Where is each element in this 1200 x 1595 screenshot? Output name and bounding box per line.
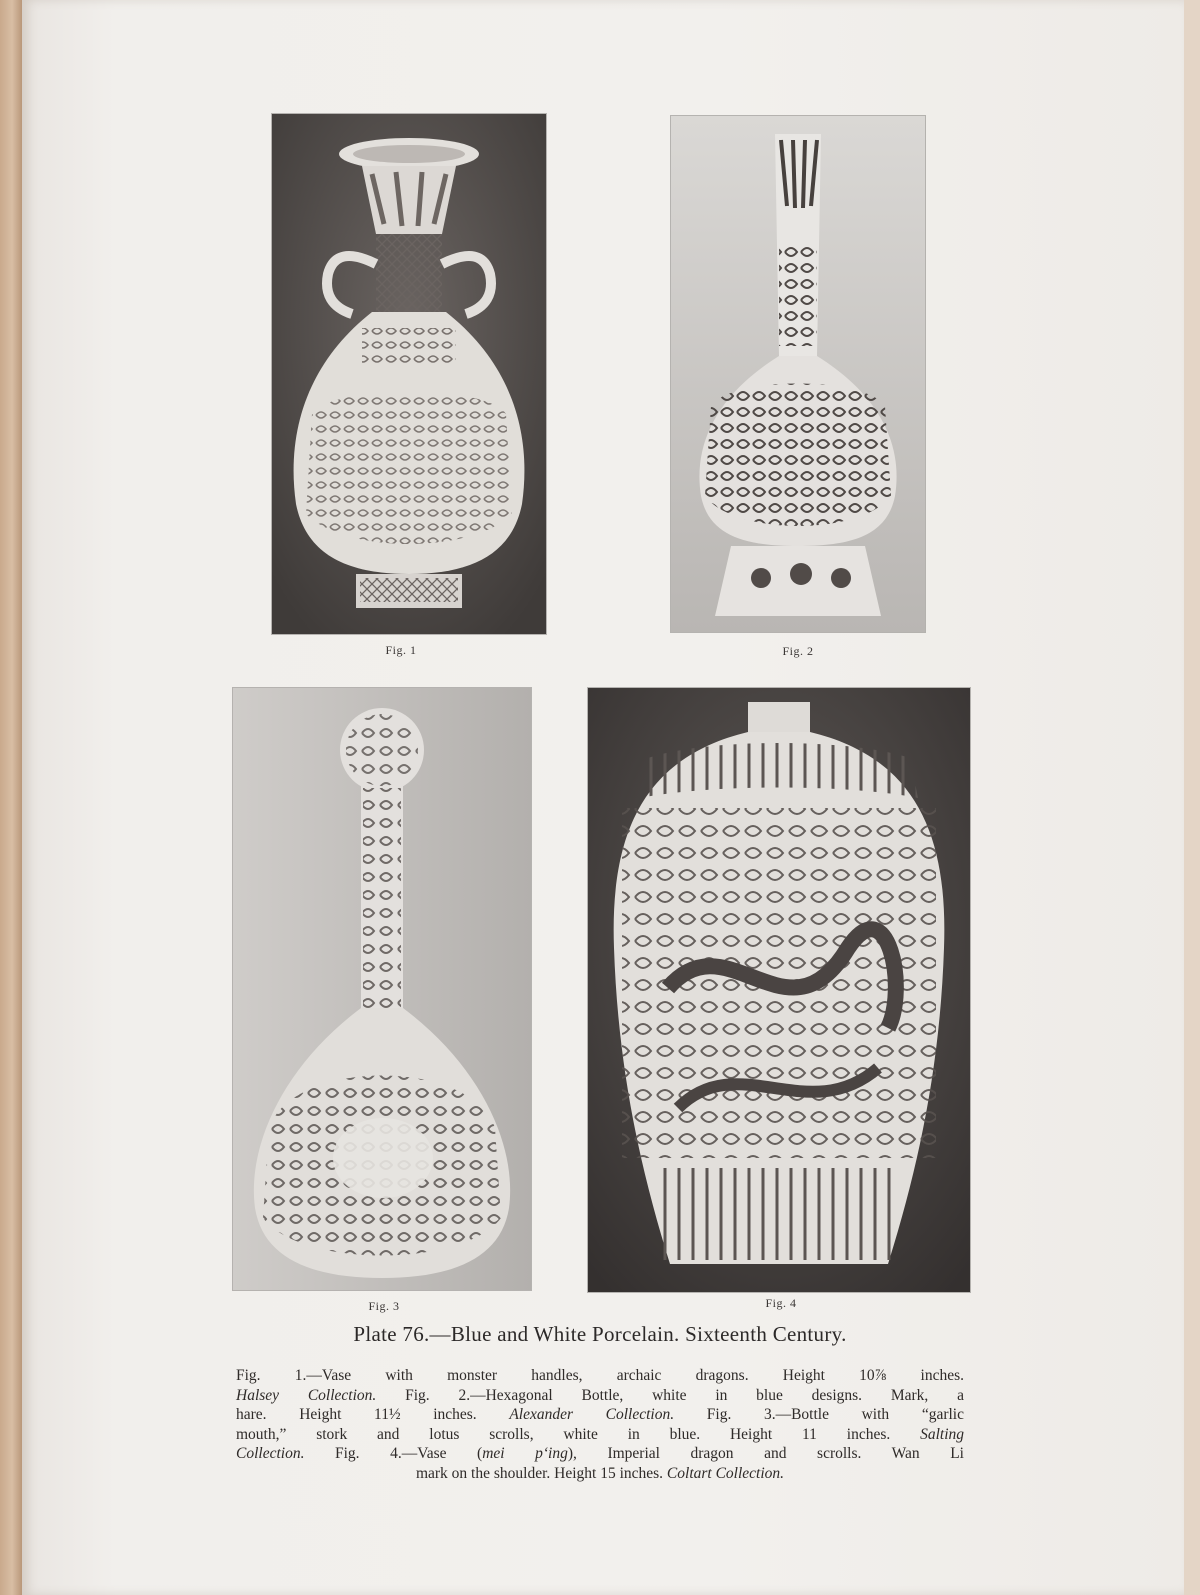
caption-collection: Halsey Collection. — [236, 1386, 377, 1404]
caption-line — [236, 1386, 964, 1406]
caption-line — [236, 1444, 964, 1464]
fig-4-label: Fig. 4 — [765, 1296, 797, 1310]
caption-text: mouth,” stork and lotus scrolls, white in blue. Height 11 inches. — [236, 1425, 921, 1443]
fig-2-label: Fig. 2 — [782, 644, 814, 658]
caption-text: Fig. 4.—Vase ( — [304, 1445, 483, 1462]
caption-text: Fig. 1.—Vase with monster handles, archaic dragons. Height 10⅞ inches. — [236, 1367, 964, 1384]
mei-ping-vase-photo — [588, 688, 970, 1292]
caption-line — [236, 1464, 964, 1484]
garlic-mouth-bottle-photo — [233, 688, 531, 1290]
caption-collection: Alexander Collection. — [509, 1406, 675, 1423]
caption-line — [236, 1405, 964, 1425]
caption-term: mei pʻing — [482, 1445, 568, 1462]
vase-with-handles-photo — [272, 114, 546, 634]
caption-text: Fig. 2.—Hexagonal Bottle, white in blue designs. Mark, a — [376, 1386, 964, 1404]
caption-text: ), Imperial dragon and scrolls. Wan Li — [567, 1445, 964, 1462]
plate-caption — [236, 1366, 964, 1483]
caption-text: hare. Height 11½ inches. — [236, 1406, 510, 1423]
caption-text: Fig. 3.—Bottle with “garlic — [674, 1406, 964, 1423]
caption-collection: Salting — [920, 1425, 964, 1443]
hexagonal-bottle-photo — [671, 116, 925, 632]
caption-line — [236, 1366, 964, 1386]
fig-1-label: Fig. 1 — [385, 643, 417, 657]
caption-collection: Collection. — [236, 1445, 305, 1462]
fig-3-label: Fig. 3 — [368, 1299, 400, 1313]
caption-text: mark on the shoulder. Height 15 inches. — [415, 1464, 667, 1482]
caption-collection: Coltart Collection. — [666, 1464, 785, 1482]
book-binding-edge — [0, 0, 22, 1595]
plate-title: Plate 76.—Blue and White Porcelain. Sixteenth Century. — [353, 1322, 847, 1346]
caption-line — [236, 1425, 964, 1445]
